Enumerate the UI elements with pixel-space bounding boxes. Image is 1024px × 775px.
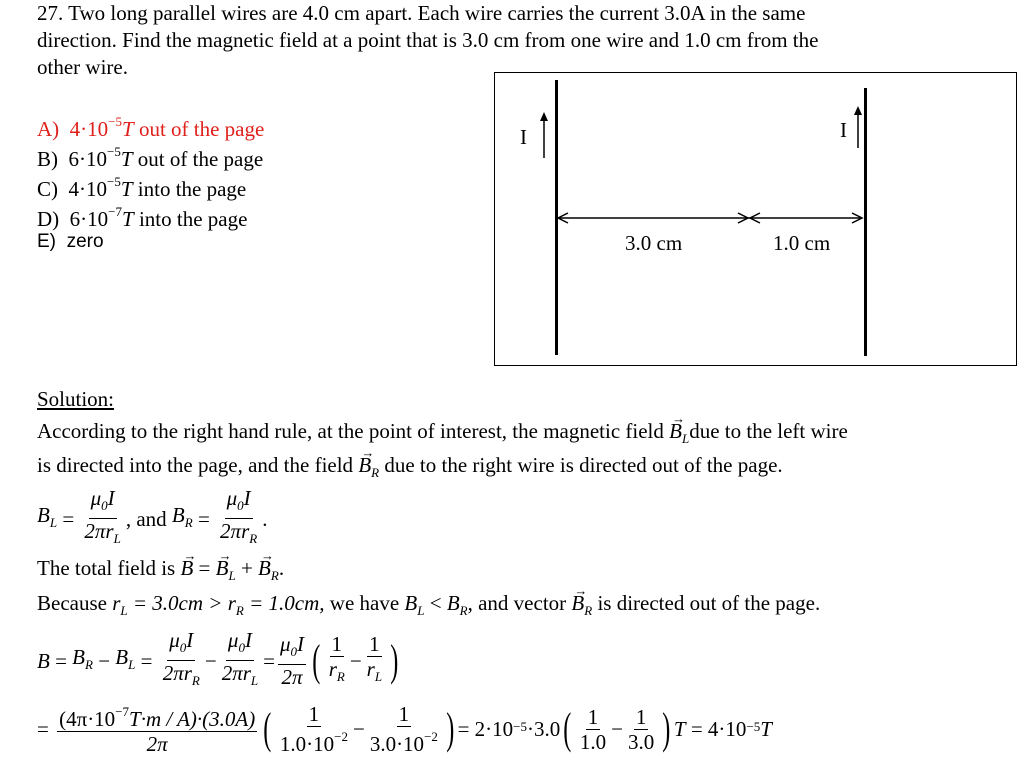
solution-para-1: According to the right hand rule, at the point of interest, the magnetic field → $B_Ldue$ to the left wire [37,418,848,452]
formula-numeric: = $\frac{(4\pi\cdot 10^{-7}T\cdot m / A)\cdot(3.0A)}{2\pi}$ ( $\frac{1}{1.0\cdot 10^{-2}}$ − $\frac{1}{3.0\cdot 10^{-2}}$ ) = 2·10 $^{-5}$ ·3.0 ( $\frac{1}{1.0}$ − $\frac{1}{3.0}$ ) T = 4·10 $^{-5}$ T [37,702,772,756]
distance-arrows [556,210,866,226]
problem-line-2: direction. Find the magnetic field at a point that is 3.0 cm from one wire and 1.0 cm from the [37,28,819,52]
option-e[interactable]: E) zero [37,231,104,252]
because-line: Because $r_L = 3.0cm > r_R = 1.0cm$, we have $B_L < B_R$, and vector → $B_R$ is directed out of the page. [37,590,820,624]
option-a[interactable]: A) $4\cdot 10^{-5}T$ out of the page [37,114,265,141]
option-d[interactable]: D) $6\cdot 10^{-7}T$ into the page [37,204,248,231]
option-b[interactable]: B) $6\cdot 10^{-5}T$ out of the page [37,144,264,171]
right-current-arrow-icon [852,106,864,150]
formula-bl-br: $B_L$ = $\frac{\mu_0I}{2\pi r_L}$ , and $B_R$ = $\frac{\mu_0I}{2\pi r_R}$ . [37,486,268,547]
right-current-label: I [840,118,847,142]
total-field-line: The total field is → B = → $B_L$ + → $B_R$. [37,555,284,589]
option-c[interactable]: C) $4\cdot 10^{-5}T$ into the page [37,174,247,201]
formula-b-difference: B = $B_R$ − $B_L$ = $\frac{\mu_0I}{2\pi r_R}$ − $\frac{\mu_0I}{2\pi r_L}$ = $\frac{\mu_0I}{2\pi}$ ( $\frac{1}{r_R}$ − $\frac{1}{r_L}$ ) [37,628,399,690]
problem-line-1: 27. Two long parallel wires are 4.0 cm apart. Each wire carries the current 3.0A in the same [37,1,806,25]
left-current-arrow-icon [536,112,552,160]
distance-right-label: 1.0 cm [773,231,831,255]
distance-left-label: 3.0 cm [625,231,683,255]
left-current-label: I [520,125,527,149]
solution-heading: Solution: [37,387,115,411]
solution-para-2: is directed into the page, and the field → $B_R$ due to the right wire is directed out of the page. [37,452,783,486]
problem-line-3: other wire. [37,55,128,79]
